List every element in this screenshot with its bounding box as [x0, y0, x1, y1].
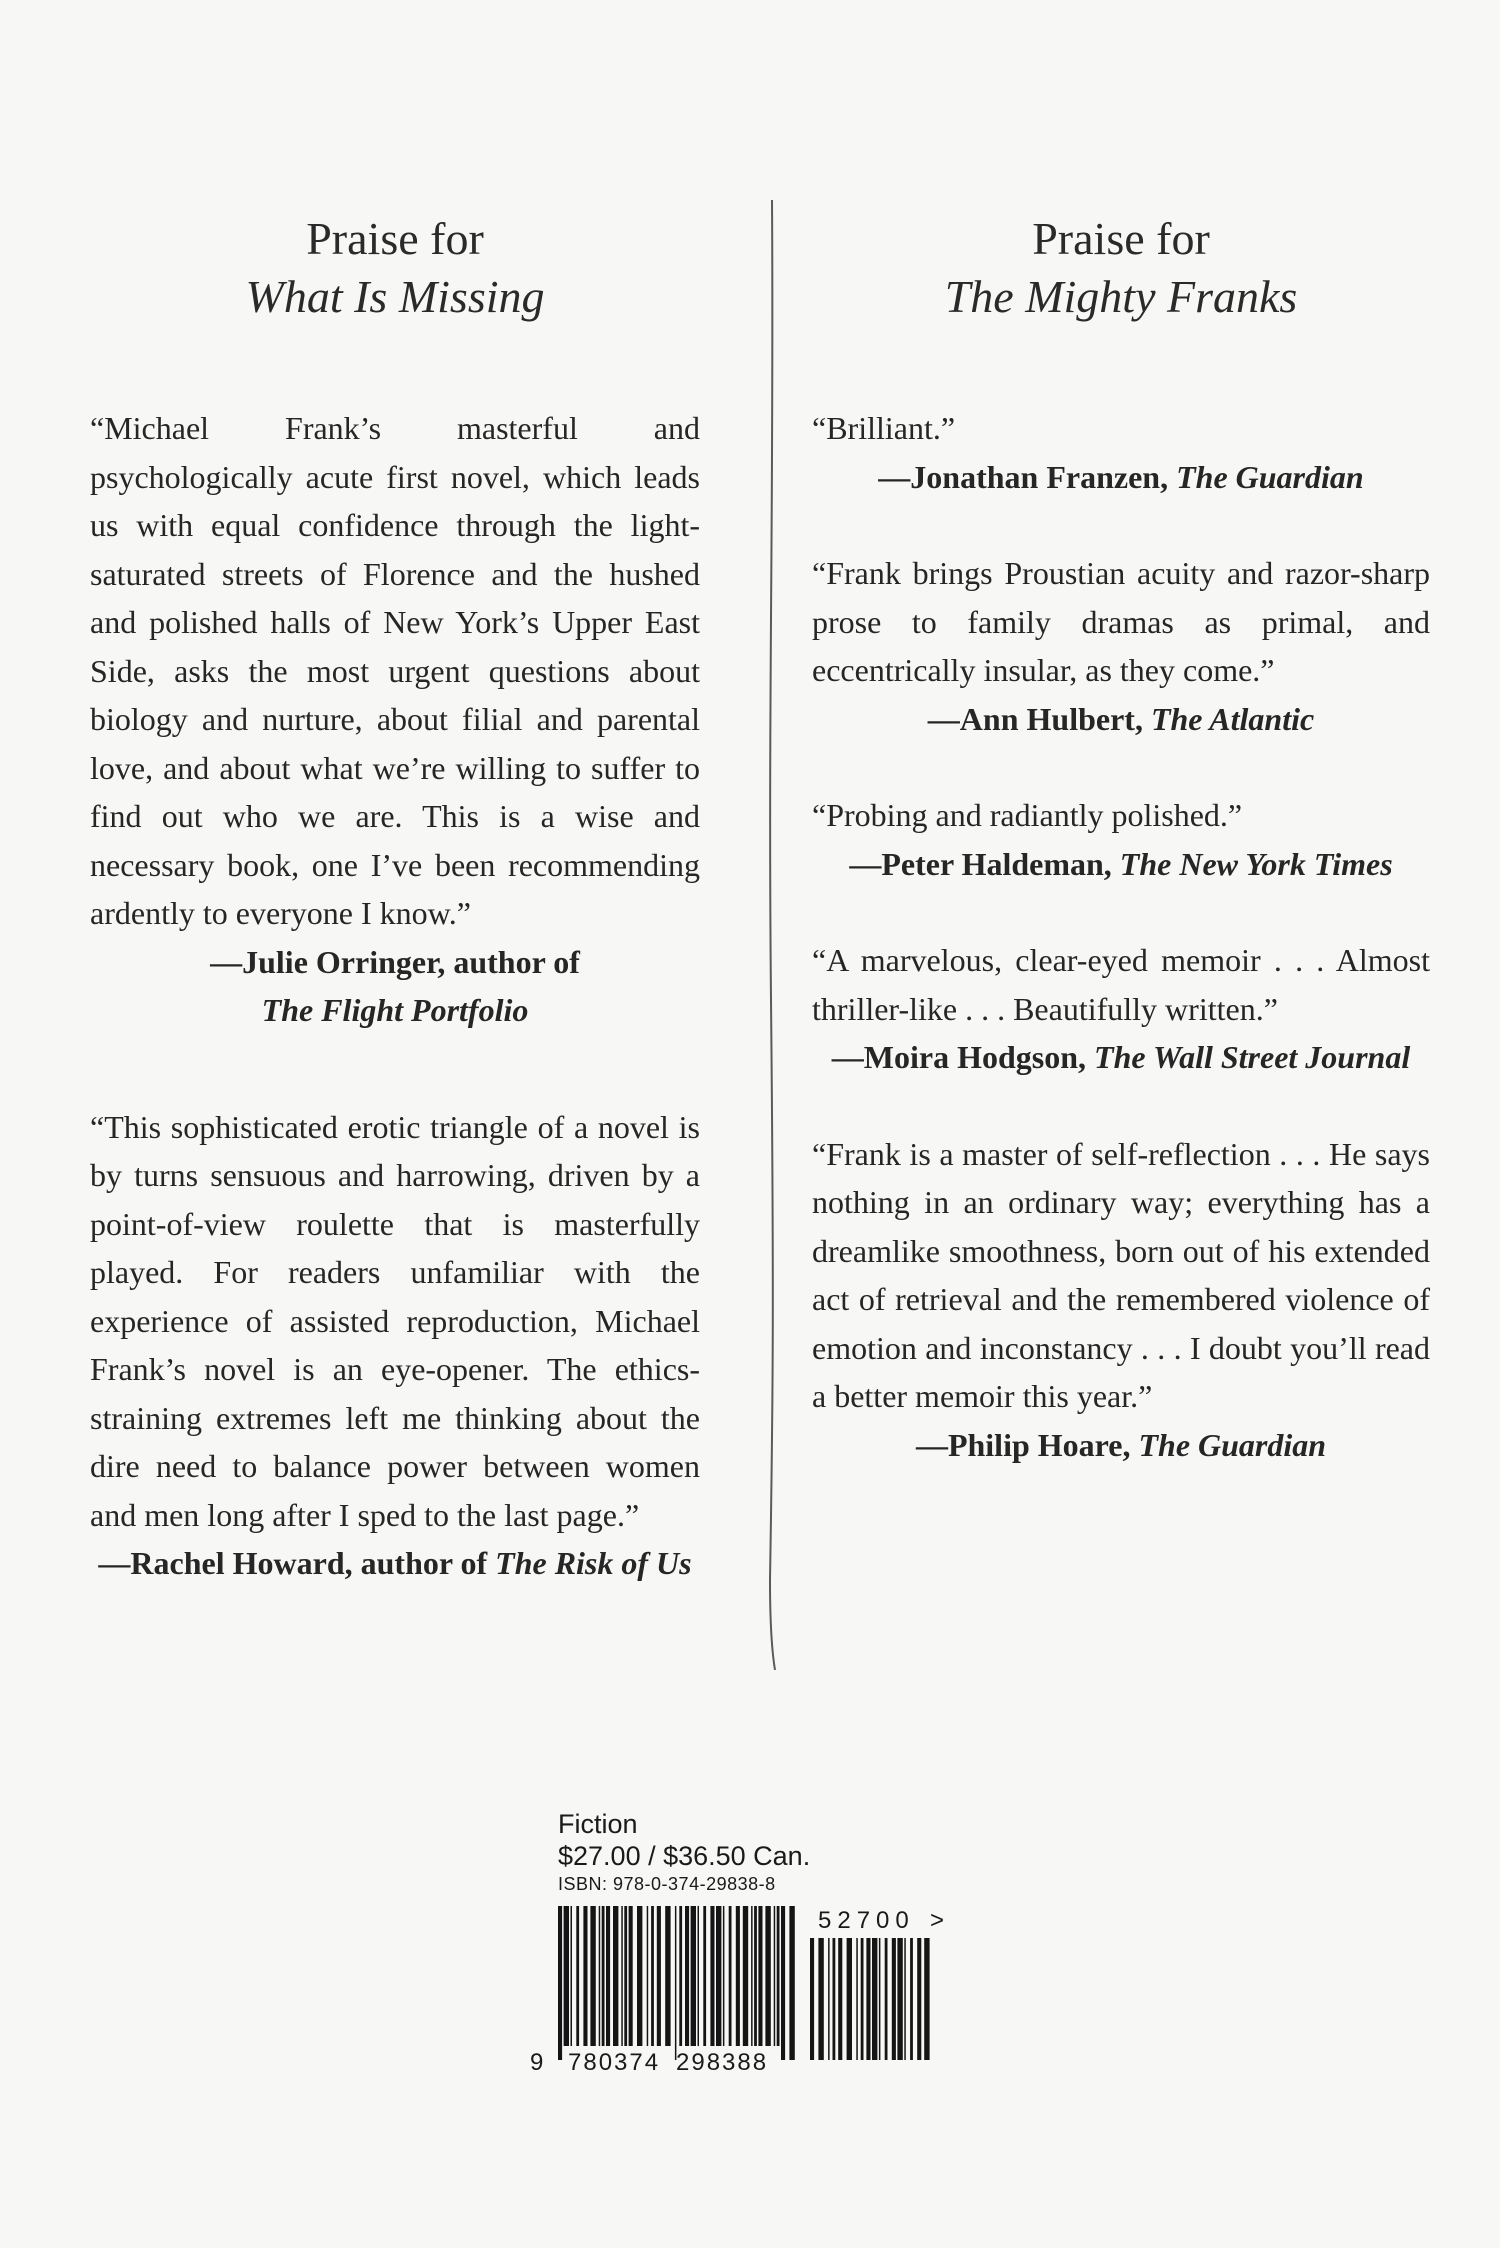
left-heading-title: What Is Missing — [245, 271, 545, 322]
barcode-bar — [743, 1906, 748, 2046]
right-quote-5-attribution-name: —Philip Hoare, — [915, 1426, 1131, 1463]
barcode-bar — [910, 1938, 913, 2060]
right-quote-4 — [812, 936, 1430, 1033]
right-quote-5-text: “Frank is a master of self-reflection . . . He says nothing in an ordinary way; everything has a dreamlike smoothness, born out of his extended act of retrieval and the remembered violence of emotion and inconstancy . . . I doubt you’ll read a better memoir this year.” — [812, 1135, 1430, 1414]
barcode-bar — [754, 1906, 757, 2046]
category-label: Fiction — [558, 1809, 638, 1839]
barcode-addon-marker: > — [930, 1907, 945, 1934]
right-quote-4-work: The Wall Street Journal — [1094, 1039, 1411, 1075]
right-quote-3 — [812, 791, 1430, 840]
right-quote-2-attribution — [812, 695, 1430, 744]
barcode-lead-digit: 9 — [530, 2049, 544, 2076]
barcode-bar — [872, 1938, 877, 2060]
right-quote-2 — [812, 549, 1430, 695]
barcode-bar — [751, 1906, 753, 2046]
main-barcode-bars — [558, 1906, 795, 2060]
left-quote-2-work: The Risk of Us — [495, 1545, 692, 1581]
left-heading-pre: Praise for — [306, 213, 484, 264]
barcode-bar — [571, 1906, 573, 2046]
barcode-bar — [629, 1906, 633, 2046]
column-divider — [764, 200, 778, 1670]
barcode-bar — [665, 1906, 670, 2046]
left-quote-1-attribution-name: —Julie Orringer, author of — [210, 943, 580, 980]
barcode-bar — [703, 1906, 706, 2046]
barcode-bar — [866, 1938, 870, 2060]
barcode-bar — [590, 1906, 595, 2046]
right-quote-5 — [812, 1130, 1430, 1421]
right-quote-3-attribution-name: —Peter Haldeman, — [849, 845, 1112, 882]
barcode-bar — [716, 1906, 721, 2046]
right-quote-1-work: The Guardian — [1176, 458, 1364, 495]
barcode-bar — [647, 1906, 649, 2046]
left-column — [90, 210, 700, 1588]
barcode-bar — [729, 1906, 732, 2046]
barcode-bar — [599, 1906, 601, 2046]
barcode-bar — [917, 1938, 921, 2060]
barcode-bar — [777, 1906, 780, 2046]
barcode-bar — [723, 1906, 725, 2046]
right-quote-3-attribution — [812, 840, 1430, 889]
barcode-digits-group2: 298388 — [676, 2049, 769, 2076]
barcode-bar — [789, 1906, 794, 2060]
barcode-bar — [657, 1906, 661, 2046]
barcode-bar — [691, 1906, 696, 2046]
left-quote-2-text: “This sophisticated erotic triangle of a novel is by turns sensuous and harrowing, driven by a point-of-view roulette that is masterfully played. For readers unfamiliar with the experience of assisted reproduction, Michael Frank’s novel is an eye-opener. The ethics-straining extremes left me thinking about the dire need to balance power between women and men long after I sped to the last page.” — [90, 1108, 700, 1533]
left-quote-2 — [90, 1103, 700, 1540]
barcode-bar — [781, 1906, 785, 2060]
barcode-bar — [904, 1938, 906, 2060]
left-quote-1 — [90, 404, 700, 938]
addon-barcode-bars — [810, 1938, 930, 2060]
barcode-bar — [758, 1906, 762, 2046]
barcode-bar — [583, 1906, 587, 2046]
barcode-bar — [679, 1906, 682, 2046]
barcode-block — [530, 1808, 978, 2076]
barcode-bar — [879, 1938, 881, 2060]
barcode-bar — [685, 1906, 689, 2046]
barcode-bar — [810, 1938, 814, 2060]
right-quote-1-text: “Brilliant.” — [812, 410, 956, 446]
barcode-bar — [833, 1938, 836, 2060]
barcode-bar — [675, 1906, 677, 2060]
isbn-barcode — [528, 1898, 968, 2088]
isbn-label: ISBN: 978-0-374-29838-8 — [558, 1874, 776, 1894]
barcode-addon-digits: 52700 — [818, 1907, 915, 1934]
right-quote-3-work: The New York Times — [1119, 845, 1393, 882]
barcode-bar — [651, 1906, 654, 2046]
right-quote-5-attribution — [812, 1421, 1430, 1470]
right-quote-4-text: “A marvelous, clear-eyed memoir . . . Almost thriller-like . . . Beautifully written.” — [812, 942, 1430, 1027]
barcode-bar — [774, 1906, 776, 2046]
barcode-bar — [613, 1906, 618, 2046]
right-quote-2-attribution-name: —Ann Hulbert, — [927, 700, 1143, 737]
right-quote-1-attribution — [812, 453, 1430, 502]
right-quote-3-text: “Probing and radiantly polished.” — [812, 797, 1243, 833]
barcode-bar — [765, 1906, 770, 2046]
barcode-bar — [698, 1906, 700, 2046]
right-quote-1 — [812, 404, 1430, 453]
right-quote-5-work: The Guardian — [1138, 1426, 1327, 1463]
barcode-bar — [576, 1906, 579, 2046]
barcode-bar — [924, 1938, 929, 2060]
right-heading-title: The Mighty Franks — [944, 271, 1298, 322]
barcode-bar — [838, 1938, 842, 2060]
barcode-bar — [897, 1938, 902, 2060]
barcode-bar — [736, 1906, 740, 2046]
barcode-bar — [621, 1906, 623, 2046]
barcode-bar — [558, 1906, 562, 2060]
right-heading-pre: Praise for — [1032, 213, 1210, 264]
right-quote-4-attribution-name: —Moira Hodgson, — [831, 1039, 1087, 1075]
right-quote-4-attribution — [812, 1033, 1430, 1082]
right-column — [812, 210, 1430, 1469]
left-quote-1-work: The Flight Portfolio — [261, 992, 529, 1028]
barcode-bar — [818, 1938, 823, 2060]
barcode-bar — [828, 1938, 830, 2060]
right-quote-2-text: “Frank brings Proustian acuity and razor-sharp prose to family dramas as primal, and eccentrically insular, as they come.” — [812, 555, 1430, 688]
barcode-bar — [892, 1938, 896, 2060]
barcode-bar — [710, 1906, 714, 2046]
barcode-bar — [602, 1906, 605, 2046]
right-quote-2-work: The Atlantic — [1150, 700, 1315, 737]
barcode-bar — [847, 1938, 852, 2060]
left-quote-2-attribution-name: —Rachel Howard, author of — [98, 1545, 488, 1581]
left-heading — [90, 210, 700, 326]
barcode-bar — [856, 1938, 858, 2060]
left-quote-2-attribution — [90, 1539, 700, 1588]
price-label: $27.00 / $36.50 Can. — [558, 1841, 811, 1871]
barcode-bar — [861, 1938, 864, 2060]
left-quote-1-attribution — [90, 938, 700, 1035]
barcode-bar — [606, 1906, 610, 2046]
barcode-bar — [564, 1906, 569, 2046]
barcode-bar — [885, 1938, 888, 2060]
barcode-digits-group1: 780374 — [568, 2049, 661, 2076]
barcode-bar — [637, 1906, 642, 2046]
right-quote-1-attribution-name: —Jonathan Franzen, — [878, 458, 1169, 495]
left-quote-1-text: “Michael Frank’s masterful and psychologically acute first novel, which leads us with equal confidence through the light-saturated streets of Florence and the hushed and polished halls of New York’s Upper East Side, asks the most urgent questions about biology and nurture, about filial and parental love, and about what we’re willing to suffer to find out who we are. This is a wise and necessary book, one I’ve been recommending ardently to everyone I know.” — [90, 410, 700, 931]
barcode-bar — [624, 1906, 627, 2046]
right-heading — [812, 210, 1430, 326]
